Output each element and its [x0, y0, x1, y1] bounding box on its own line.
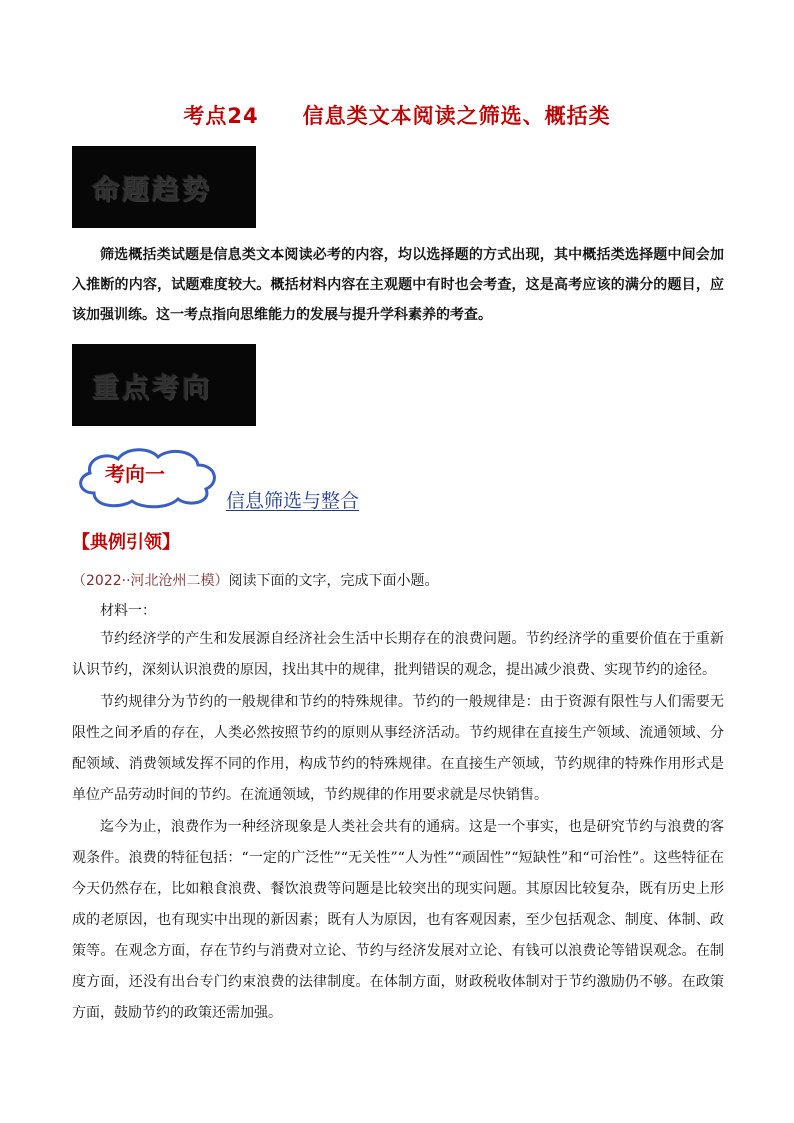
direction-title: 信息筛选与整合: [226, 490, 360, 512]
page-title: 考点24 信息类文本阅读之筛选、概括类: [183, 104, 611, 128]
material-paragraph-2: 节约规律分为节约的一般规律和节约的特殊规律。节约的一般规律是：由于资源有限性与人们需要无限性之间矛盾的存在，人类必然按照节约的原则从事经济活动。节约规律在直接生产领域、流通领域、分配领域、消费领域发挥不同的作用，构成节约的特殊规律。在直接生产领域，节约规律的特殊作用形式是单位产品劳动时间的节约。在流通领域，节约规律的作用要求就是尽快销售。: [72, 694, 724, 803]
material-paragraph-1: 节约经济学的产生和发展源自经济社会生活中长期存在的浪费问题。节约经济学的重要价值在于重新认识节约，深刻认识浪费的原因，找出其中的规律，批判错误的观念，提出减少浪费、实现节约的途径。: [72, 631, 724, 678]
intro-paragraph: 筛选概括类试题是信息类文本阅读必考的内容，均以选择题的方式出现，其中概括类选择题中间会加入推断的内容，试题难度较大。概括材料内容在主观题中有时也会考查，这是高考应该的满分的题目，应该加强训练。这一考点指向思维能力的发展与提升学科素养的考查。: [72, 247, 724, 323]
source-text: （2022··河北沧州二模）: [72, 573, 229, 589]
direction-label: 考向一: [105, 462, 165, 486]
banner-trend: [72, 146, 256, 228]
question-source: [72, 570, 439, 590]
banner-trend-label: 命题趋势: [92, 174, 212, 206]
material-paragraph-3: 迄今为止，浪费作为一种经济现象是人类社会共有的通病。这是一个事实，也是研究节约与浪费的客观条件。浪费的特征包括：“一定的广泛性”“无关性”“人为性”“顽固性”“短缺性”和“可治性”。这些特征在今天仍然存在，比如粮食浪费、餐饮浪费等问题是比较突出的现实问题。其原因比较复杂，既有历史上形成的老原因，也有现实中出现的新因素；既有人为原因，也有客观因素，至少包括观念、制度、体制、政策等。在观念方面，存在节约与消费对立论、节约与经济发展对立论、有钱可以浪费论等错误观念。在制度方面，还没有出台专门约束浪费的法律制度。在体制方面，财政税收体制对于节约激励仍不够。在政策方面，鼓励节约的政策还需加强。: [72, 819, 724, 1021]
banner-focus: [72, 344, 256, 426]
instruction-text: 阅读下面的文字，完成下面小题。: [228, 573, 439, 589]
banner-focus-label: 重点考向: [92, 372, 212, 404]
material-label: 材料一：: [100, 603, 156, 619]
example-label: 【典例引领】: [72, 532, 180, 553]
